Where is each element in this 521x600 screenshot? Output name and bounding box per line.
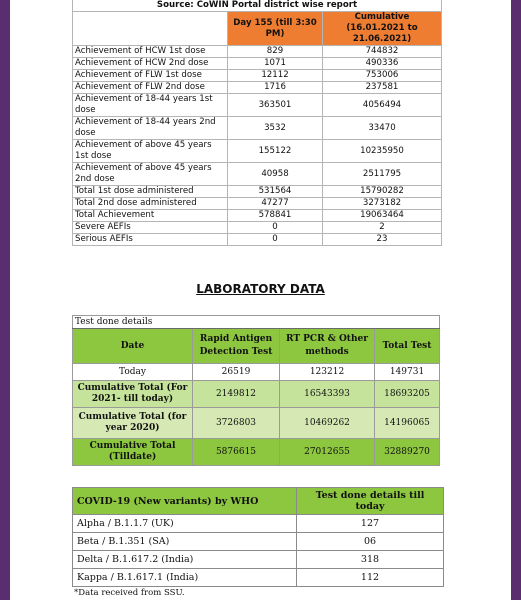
cowin-row-day: 0 [228,222,323,234]
lab-header-date: Date [73,329,193,364]
variant-name: Kappa / B.1.617.1 (India) [73,569,297,587]
cowin-row [73,198,442,210]
variants-header-right: Test done details till today [297,488,444,515]
lab-row-rtpcr: 27012655 [280,439,375,466]
cowin-row [73,222,442,234]
lab-header-rtpcr: RT PCR & Other methods [280,329,375,364]
lab-row-date: Cumulative Total (Tilldate) [73,439,193,466]
cowin-row-day: 1716 [228,82,323,94]
cowin-row-cumulative: 4056494 [323,94,442,117]
cowin-row [73,70,442,82]
cowin-row-day: 3532 [228,117,323,140]
lab-row-total: 32889270 [375,439,440,466]
cowin-row-cumulative: 15790282 [323,186,442,198]
variant-row [73,569,444,587]
cowin-row [73,186,442,198]
cowin-row-cumulative: 33470 [323,117,442,140]
cowin-row-label: Achievement of 18-44 years 2nd dose [73,117,228,140]
cowin-row-label: Achievement of HCW 2nd dose [73,58,228,70]
cowin-row-day: 0 [228,234,323,246]
lab-row-rtpcr: 16543393 [280,381,375,408]
variants-table [72,487,444,587]
cowin-row [73,210,442,222]
lab-row-total: 18693205 [375,381,440,408]
cowin-row-day: 578841 [228,210,323,222]
cowin-row [73,234,442,246]
lab-row-rtpcr: 10469262 [280,408,375,439]
cowin-row-cumulative: 10235950 [323,140,442,163]
cowin-row-label: Severe AEFIs [73,222,228,234]
cowin-row-day: 363501 [228,94,323,117]
variant-row [73,515,444,533]
cowin-row-day: 829 [228,46,323,58]
cowin-row-cumulative: 2511795 [323,163,442,186]
variant-name: Delta / B.1.617.2 (India) [73,551,297,569]
lab-row-total: 149731 [375,364,440,381]
lab-row-rat: 5876615 [193,439,280,466]
lab-row-rat: 3726803 [193,408,280,439]
variant-row [73,533,444,551]
left-border [0,0,10,600]
cowin-row-label: Achievement of HCW 1st dose [73,46,228,58]
cowin-row-label: Achievement of 18-44 years 1st dose [73,94,228,117]
variant-count: 318 [297,551,444,569]
cowin-row-cumulative: 23 [323,234,442,246]
cowin-row [73,117,442,140]
variant-count: 127 [297,515,444,533]
cowin-row-day: 531564 [228,186,323,198]
cowin-row-label: Total Achievement [73,210,228,222]
cowin-row-cumulative: 490336 [323,58,442,70]
lab-row-total: 14196065 [375,408,440,439]
cowin-row [73,82,442,94]
lab-row-rtpcr: 123212 [280,364,375,381]
cowin-row-label: Achievement of FLW 2nd dose [73,82,228,94]
right-border [511,0,521,600]
lab-row-date: Today [73,364,193,381]
cowin-row-cumulative: 237581 [323,82,442,94]
cowin-row [73,163,442,186]
lab-row-date: Cumulative Total (For 2021- till today) [73,381,193,408]
cowin-row-label: Achievement of above 45 years 1st dose [73,140,228,163]
cowin-row [73,94,442,117]
variant-name: Beta / B.1.351 (SA) [73,533,297,551]
variant-row [73,551,444,569]
cowin-row-label: Achievement of FLW 1st dose [73,70,228,82]
cowin-vaccination-table [72,0,442,246]
cowin-row [73,58,442,70]
lab-section-title: LABORATORY DATA [196,282,325,296]
cowin-row-day: 40958 [228,163,323,186]
cowin-row-cumulative: 744832 [323,46,442,58]
cowin-row [73,46,442,58]
lab-header-rat: Rapid Antigen Detection Test [193,329,280,364]
variant-count: 06 [297,533,444,551]
cowin-row-cumulative: 3273182 [323,198,442,210]
cowin-row-day: 1071 [228,58,323,70]
variants-header-left: COVID-19 (New variants) by WHO [73,488,297,515]
cowin-row [73,140,442,163]
lab-row-date: Cumulative Total (for year 2020) [73,408,193,439]
variant-name: Alpha / B.1.1.7 (UK) [73,515,297,533]
cowin-row-day: 47277 [228,198,323,210]
cowin-body [73,46,442,246]
lab-row-rat: 2149812 [193,381,280,408]
lab-table-spacer [73,466,440,481]
ssu-footnote: *Data received from SSU. [74,588,185,598]
cowin-row-day: 12112 [228,70,323,82]
cowin-row-label: Total 2nd dose administered [73,198,228,210]
cowin-row-cumulative: 19063464 [323,210,442,222]
lab-header-total: Total Test [375,329,440,364]
lab-test-table [72,315,440,480]
cowin-row-label: Achievement of above 45 years 2nd dose [73,163,228,186]
cowin-row-day: 155122 [228,140,323,163]
cowin-header-blank [73,12,228,46]
cowin-row-label: Serious AEFIs [73,234,228,246]
variants-body [73,515,444,587]
cowin-source-title: Source: CoWIN Portal district wise report [73,0,442,12]
lab-caption: Test done details [73,316,440,329]
cowin-header-day: Day 155 (till 3:30 PM) [228,12,323,46]
variant-count: 112 [297,569,444,587]
cowin-row-cumulative: 2 [323,222,442,234]
lab-row-rat: 26519 [193,364,280,381]
cowin-header-cumulative: Cumulative (16.01.2021 to 21.06.2021) [323,12,442,46]
cowin-row-cumulative: 753006 [323,70,442,82]
cowin-row-label: Total 1st dose administered [73,186,228,198]
